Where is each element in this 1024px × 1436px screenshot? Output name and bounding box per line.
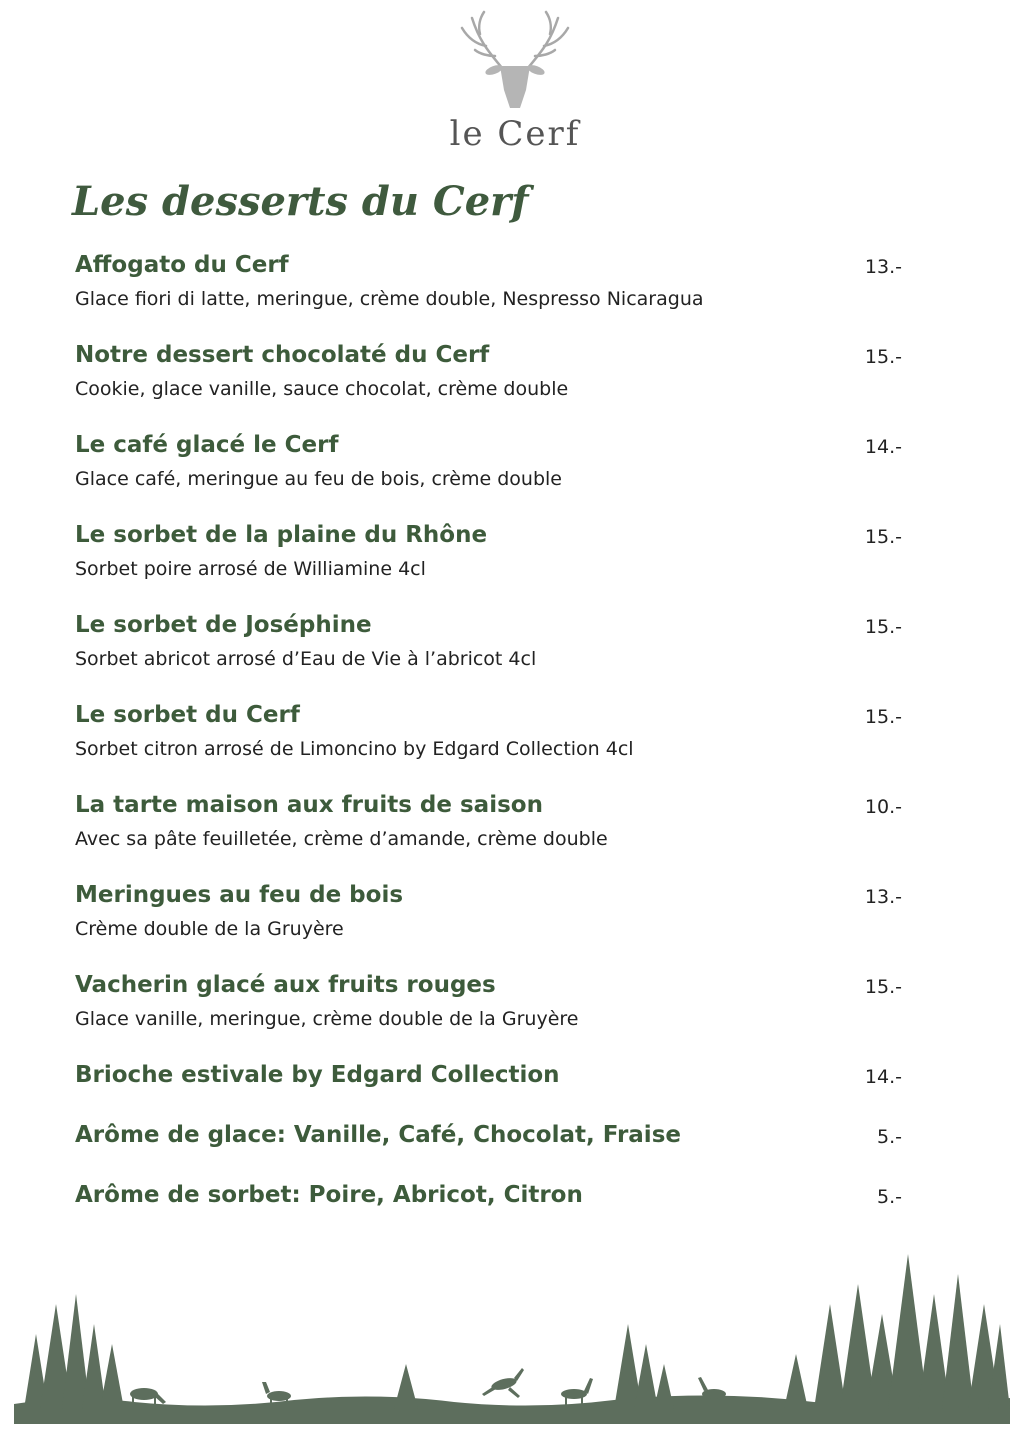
logo-text: le Cerf [449, 114, 581, 154]
item-name: Affogato du Cerf [75, 252, 289, 278]
item-name: La tarte maison aux fruits de saison [75, 792, 543, 818]
item-name: Notre dessert chocolaté du Cerf [75, 342, 490, 368]
menu-item [75, 792, 905, 882]
item-name: Le sorbet de la plaine du Rhône [75, 522, 488, 548]
item-price: 14.- [864, 436, 902, 458]
menu-item [75, 612, 905, 702]
item-name: Le sorbet du Cerf [75, 702, 300, 728]
item-name: Arôme de sorbet: Poire, Abricot, Citron [75, 1182, 583, 1208]
forest-deer-illustration [14, 1244, 1010, 1424]
menu-item [75, 252, 905, 342]
item-price: 13.- [864, 886, 902, 908]
item-description: Sorbet poire arrosé de Williamine 4cl [75, 558, 426, 580]
menu-item [75, 702, 905, 792]
item-description: Cookie, glace vanille, sauce chocolat, crème double [75, 378, 569, 400]
item-description: Glace fiori di latte, meringue, crème double, Nespresso Nicaragua [75, 288, 704, 310]
item-description: Avec sa pâte feuilletée, crème d’amande, crème double [75, 828, 608, 850]
forest-footer [14, 1244, 1010, 1424]
item-description: Glace café, meringue au feu de bois, crème double [75, 468, 562, 490]
item-name: Le sorbet de Joséphine [75, 612, 372, 638]
item-name: Arôme de glace: Vanille, Café, Chocolat, Fraise [75, 1122, 681, 1148]
item-price: 15.- [864, 976, 902, 998]
item-description: Sorbet abricot arrosé d’Eau de Vie à l’abricot 4cl [75, 648, 537, 670]
menu-item [75, 972, 905, 1062]
item-price: 15.- [864, 526, 902, 548]
menu-item [75, 342, 905, 432]
stag-head-icon [440, 8, 590, 118]
item-price: 15.- [864, 706, 902, 728]
menu-item [75, 1182, 905, 1242]
menu-item [75, 522, 905, 612]
item-price: 10.- [864, 796, 902, 818]
page-title: Les desserts du Cerf [72, 178, 529, 225]
menu-item [75, 1062, 905, 1122]
logo [420, 8, 610, 158]
item-price: 13.- [864, 256, 902, 278]
item-description: Crème double de la Gruyère [75, 918, 344, 940]
menu-item [75, 882, 905, 972]
item-price: 14.- [864, 1066, 902, 1088]
menu-item [75, 1122, 905, 1182]
item-name: Vacherin glacé aux fruits rouges [75, 972, 496, 998]
menu-item [75, 432, 905, 522]
item-price: 5.- [877, 1126, 902, 1148]
dessert-menu [75, 252, 905, 1242]
item-name: Le café glacé le Cerf [75, 432, 339, 458]
item-name: Brioche estivale by Edgard Collection [75, 1062, 560, 1088]
item-description: Sorbet citron arrosé de Limoncino by Edgard Collection 4cl [75, 738, 634, 760]
item-price: 15.- [864, 346, 902, 368]
item-price: 15.- [864, 616, 902, 638]
item-description: Glace vanille, meringue, crème double de la Gruyère [75, 1008, 579, 1030]
item-price: 5.- [877, 1186, 902, 1208]
item-name: Meringues au feu de bois [75, 882, 404, 908]
